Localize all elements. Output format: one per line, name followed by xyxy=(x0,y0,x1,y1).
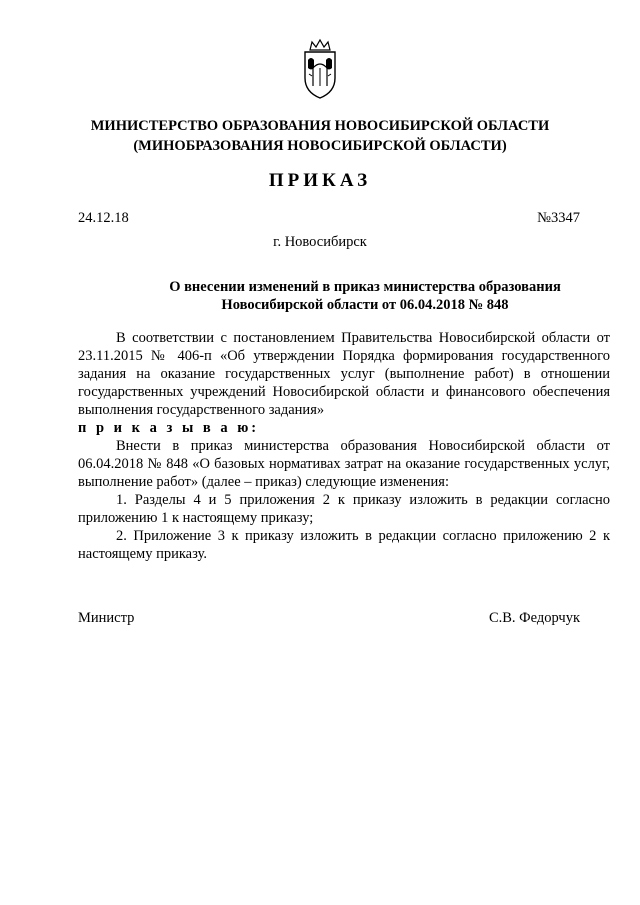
preamble-paragraph: В соответствии с постановлением Правительства Новосибирской области от 23.11.2015 № 406-п «Об утверждении Порядка формирования государственного задания на оказание государственных услуг (выполнение работ) в отношении государственных учреждений Новосибирской области и финансового обеспечения выполнения государственного задания» xyxy=(78,330,610,418)
subject-line-2: Новосибирской области от 06.04.2018 № 848 xyxy=(221,297,509,313)
signatory-name: С.В. Федорчук xyxy=(488,610,580,626)
document-subject xyxy=(150,278,580,314)
document-city: г. Новосибирск xyxy=(273,234,367,250)
item-1-paragraph: 1. Разделы 4 и 5 приложения 2 к приказу изложить в редакции согласно приложению 1 к настоящему приказу; xyxy=(78,492,610,526)
signatory-title: Министр xyxy=(78,610,135,626)
ministry-name: МИНИСТЕРСТВО ОБРАЗОВАНИЯ НОВОСИБИРСКОЙ ОБЛАСТИ xyxy=(90,118,550,134)
document-number: №3347 xyxy=(537,210,580,226)
item-2-paragraph: 2. Приложение 3 к приказу изложить в редакции согласно приложению 2 к настоящему приказу. xyxy=(78,528,610,562)
intro-paragraph: Внести в приказ министерства образования Новосибирской области от 06.04.2018 № 848 «О базовых нормативах затрат на оказание государственных услуг, выполнение работ» (далее – приказ) следующие изменения: xyxy=(78,438,610,490)
document-body xyxy=(78,329,610,563)
order-word-text: п р и к а з ы в а ю: xyxy=(78,420,260,436)
document-date: 24.12.18 xyxy=(78,210,129,226)
order-word xyxy=(78,419,610,437)
document-type-title: ПРИКАЗ xyxy=(268,170,372,191)
ministry-short-name: (МИНОБРАЗОВАНИЯ НОВОСИБИРСКОЙ ОБЛАСТИ) xyxy=(133,138,507,154)
subject-line-1: О внесении изменений в приказ министерства образования xyxy=(169,279,561,295)
coat-of-arms-icon xyxy=(300,38,340,100)
